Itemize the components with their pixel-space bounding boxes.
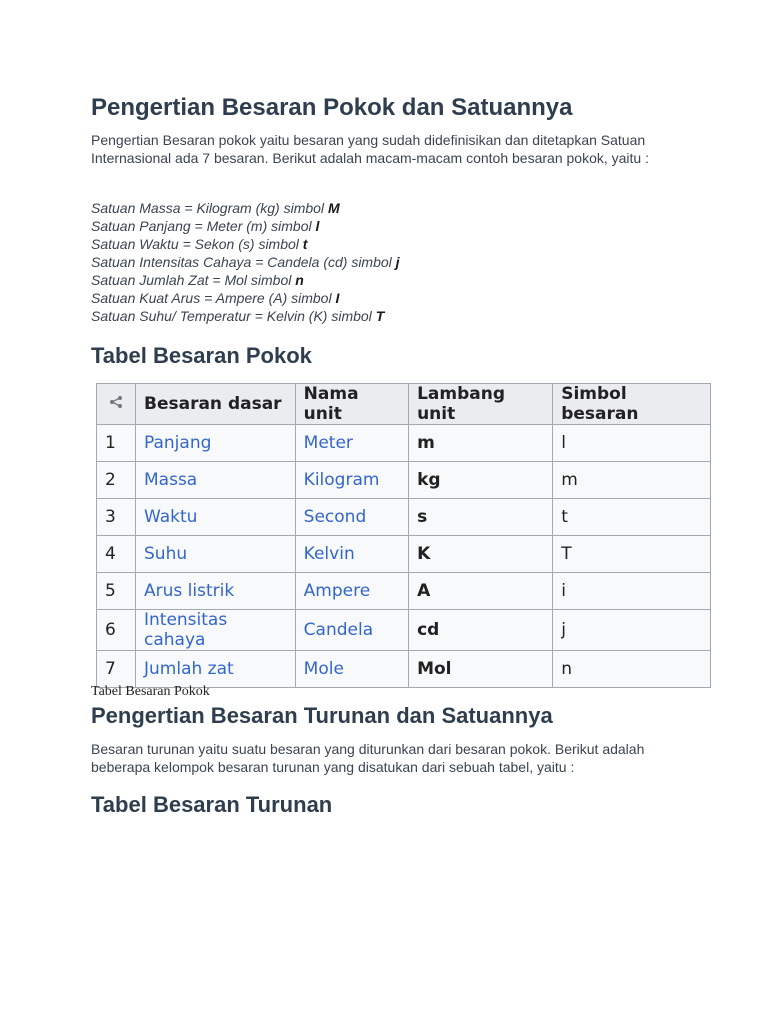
unit-item [91,289,671,307]
unit-name-link[interactable]: Kilogram [295,462,408,499]
unit-symbol-cell: K [409,536,553,573]
quantity-symbol-cell: m [553,462,711,499]
quantity-symbol-cell: i [553,573,711,610]
quantity-symbol-cell: n [553,651,711,688]
unit-name-link[interactable]: Second [295,499,408,536]
unit-symbol: I [335,290,340,306]
unit-symbol-cell: A [409,573,553,610]
unit-symbol: t [302,236,308,252]
table-heading: Tabel Besaran Turunan [91,792,333,817]
unit-symbol: j [395,254,400,270]
row-number: 5 [97,573,136,610]
unit-text: Satuan Panjang = Meter (m) simbol [91,218,316,234]
unit-item [91,235,671,253]
unit-symbol-cell: cd [409,610,553,651]
share-icon [109,395,123,409]
unit-symbol-cell: m [409,425,553,462]
units-list [91,199,671,325]
quantity-link[interactable]: Massa [136,462,296,499]
row-number: 4 [97,536,136,573]
table-row [97,462,711,499]
unit-text: Satuan Suhu/ Temperatur = Kelvin (K) simbol [91,308,376,324]
unit-symbol: n [295,272,304,288]
unit-symbol-cell: kg [409,462,553,499]
unit-item [91,253,671,271]
table-row [97,499,711,536]
column-header: Besaran dasar [136,384,296,425]
unit-symbol-cell: s [409,499,553,536]
unit-symbol: T [375,308,385,324]
row-number: 7 [97,651,136,688]
unit-item [91,271,671,289]
quantity-symbol-cell: t [553,499,711,536]
unit-name-link[interactable]: Meter [295,425,408,462]
unit-item [91,217,671,235]
quantity-link[interactable]: Arus listrik [136,573,296,610]
page-title: Pengertian Besaran Pokok dan Satuannya [91,94,573,121]
quantity-symbol-cell: j [553,610,711,651]
quantity-link[interactable]: Intensitas cahaya [136,610,296,651]
table-row [97,651,711,688]
section-heading: Pengertian Besaran Turunan dan Satuannya [91,703,553,728]
unit-text: Satuan Kuat Arus = Ampere (A) simbol [91,290,336,306]
row-number: 1 [97,425,136,462]
unit-text: Satuan Waktu = Sekon (s) simbol [91,236,303,252]
unit-item [91,307,671,325]
quantity-link[interactable]: Jumlah zat [136,651,296,688]
unit-name-link[interactable]: Ampere [295,573,408,610]
unit-name-link[interactable]: Candela [295,610,408,651]
unit-text: Satuan Intensitas Cahaya = Candela (cd) simbol [91,254,396,270]
column-header: Lambang unit [409,384,553,425]
table-header-row [97,384,711,425]
table-heading: Tabel Besaran Pokok [91,343,312,368]
unit-symbol-cell: Mol [409,651,553,688]
unit-item [91,199,671,217]
quantity-symbol-cell: T [553,536,711,573]
row-number: 6 [97,610,136,651]
quantity-link[interactable]: Panjang [136,425,296,462]
unit-symbol: l [315,218,320,234]
unit-symbol: M [327,200,340,216]
unit-text: Satuan Jumlah Zat = Mol simbol [91,272,296,288]
besaran-pokok-table [96,383,711,688]
row-number: 3 [97,499,136,536]
share-button[interactable] [97,384,136,425]
column-header: Simbol besaran [553,384,711,425]
intro-paragraph: Pengertian Besaran pokok yaitu besaran yang sudah didefinisikan dan ditetapkan Satuan Internasional ada 7 besaran. Berikut adalah macam-macam contoh besaran pokok, yaitu : [91,132,649,166]
unit-text: Satuan Massa = Kilogram (kg) simbol [91,200,328,216]
table-caption: Tabel Besaran Pokok [91,684,210,699]
unit-name-link[interactable]: Mole [295,651,408,688]
table-row [97,610,711,651]
table-row [97,573,711,610]
row-number: 2 [97,462,136,499]
quantity-link[interactable]: Suhu [136,536,296,573]
column-header: Nama unit [295,384,408,425]
quantity-link[interactable]: Waktu [136,499,296,536]
table-row [97,425,711,462]
quantity-symbol-cell: l [553,425,711,462]
table-row [97,536,711,573]
turunan-paragraph: Besaran turunan yaitu suatu besaran yang diturunkan dari besaran pokok. Berikut adalah beberapa kelompok besaran turunan yang disatukan dari sebuah tabel, yaitu : [91,741,645,775]
unit-name-link[interactable]: Kelvin [295,536,408,573]
